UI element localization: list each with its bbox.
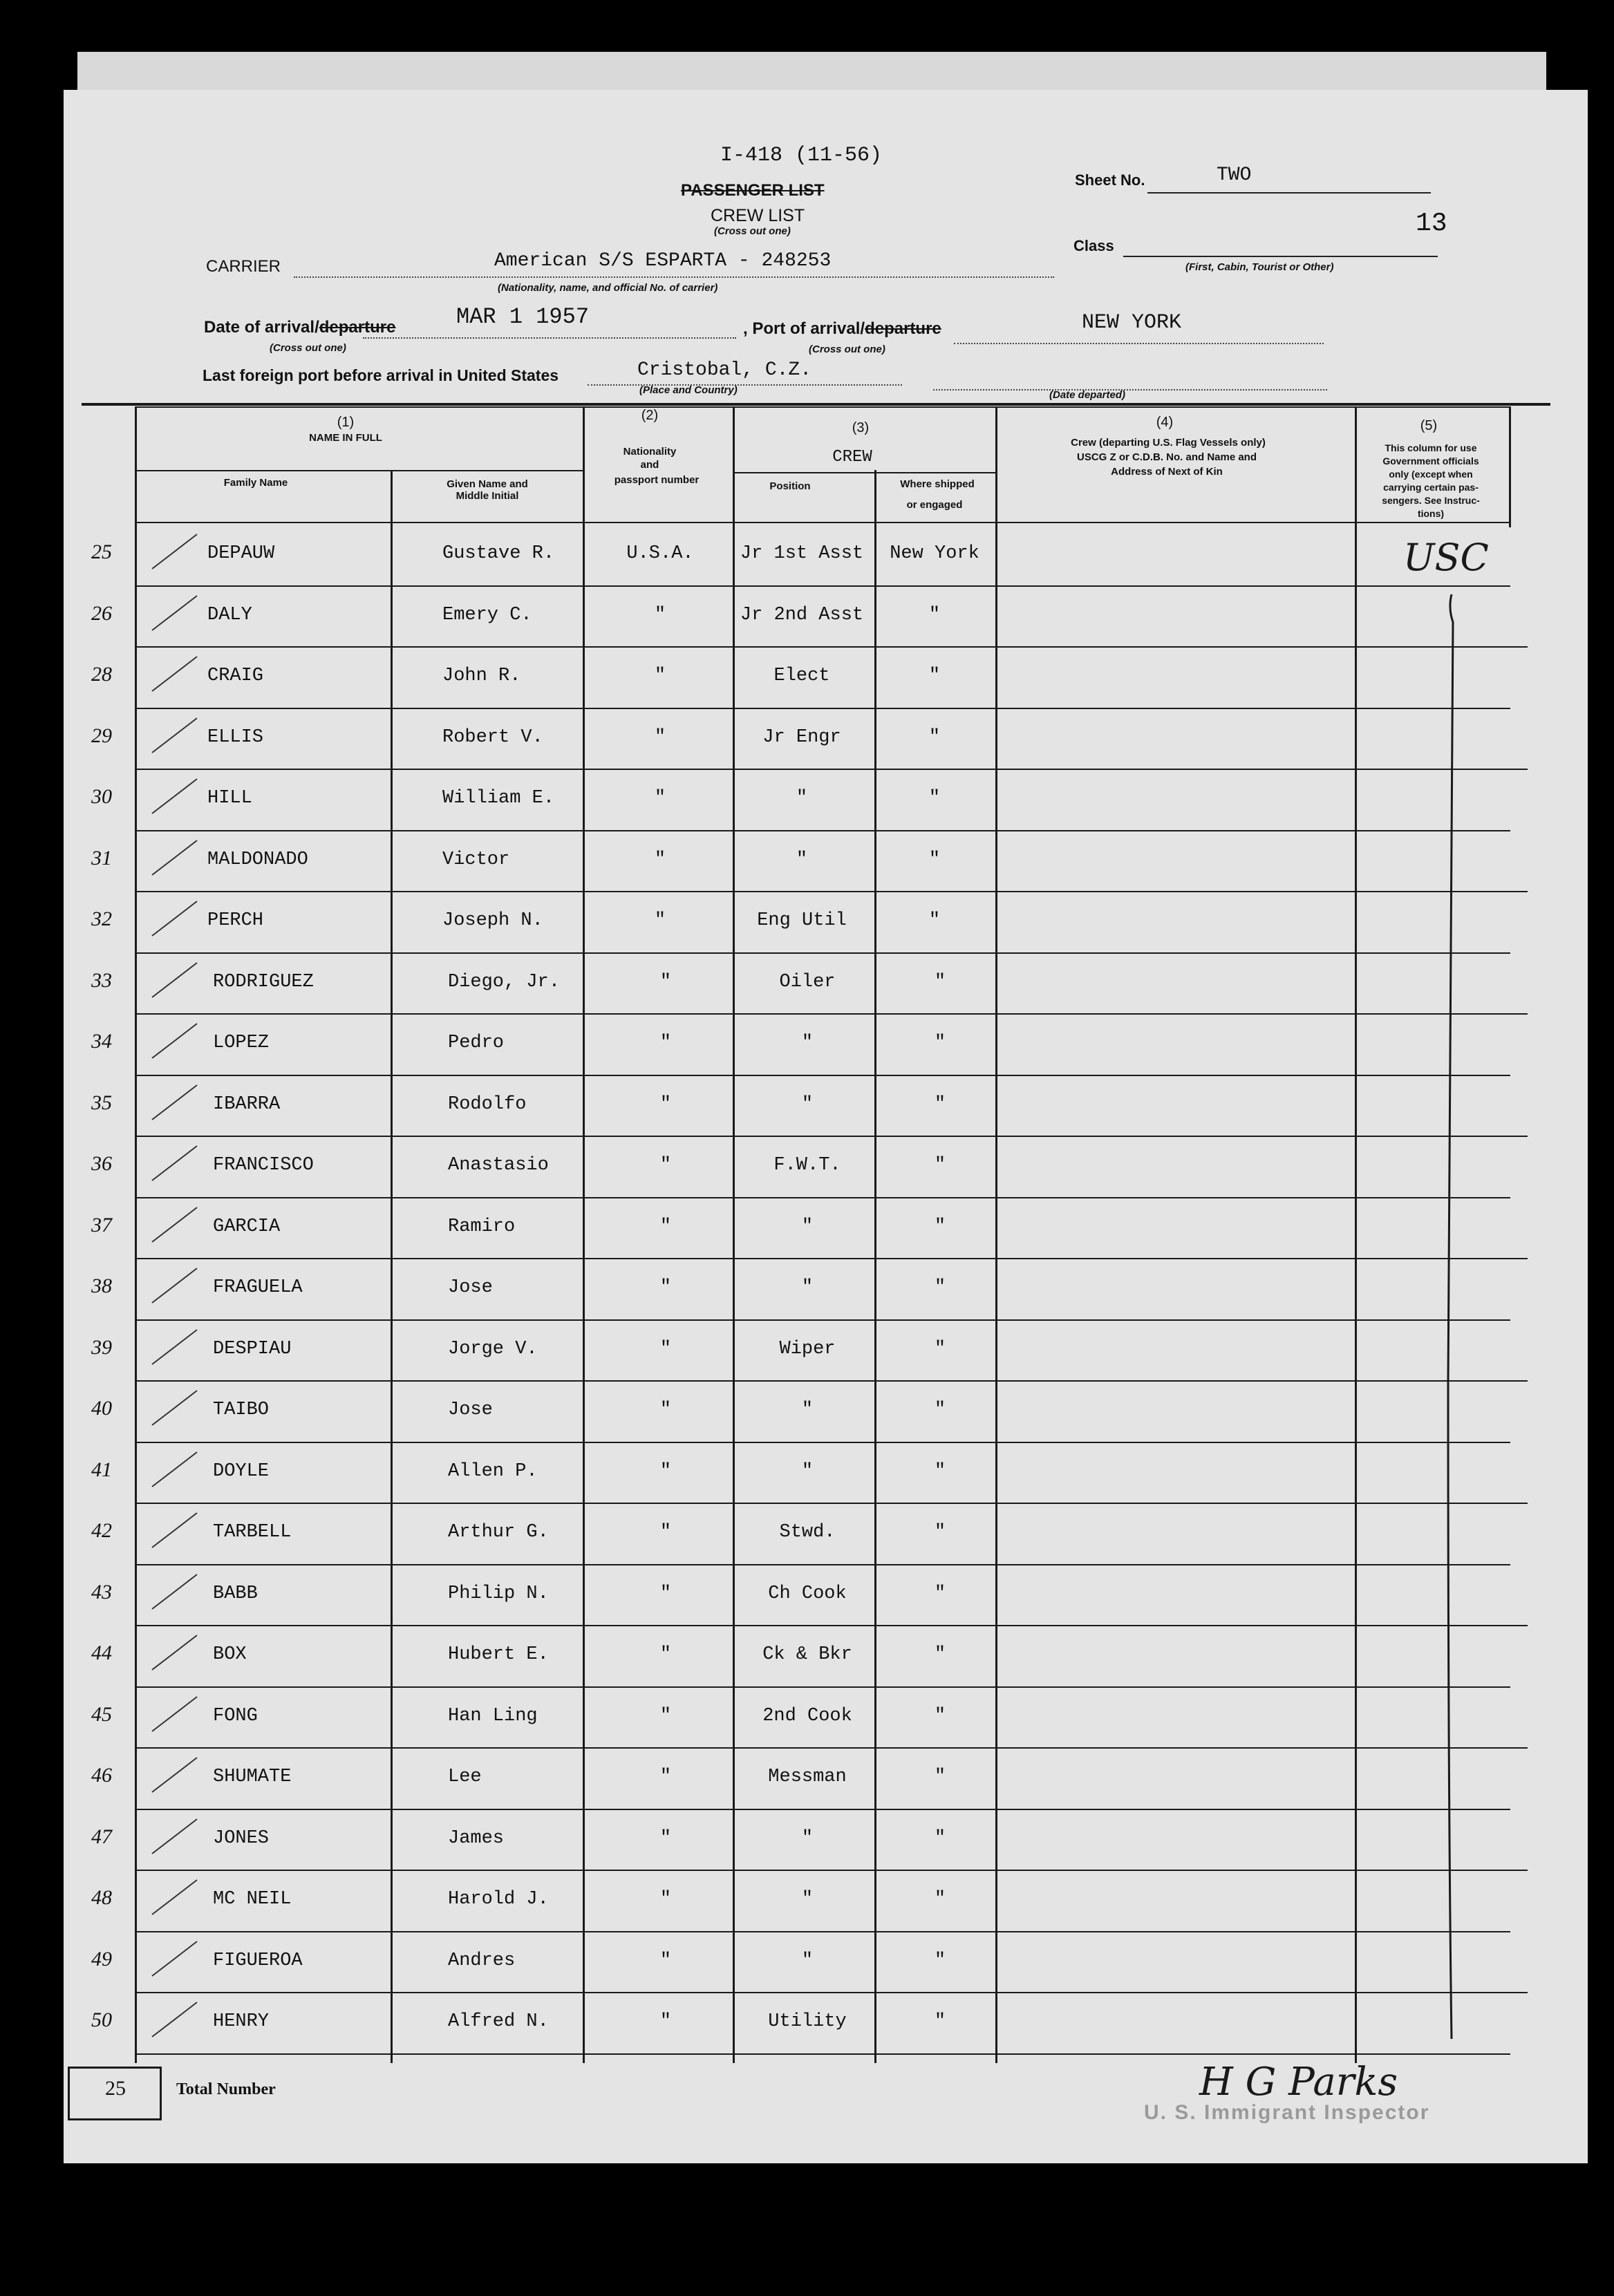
cell-shipped: " xyxy=(928,666,941,686)
cell-nationality: " xyxy=(659,1583,672,1604)
cell-nationality: U.S.A. xyxy=(626,543,694,564)
row-number: 29 xyxy=(91,724,112,747)
col5-line6: tions) xyxy=(1417,508,1445,519)
class-hint: (First, Cabin, Tourist or Other) xyxy=(1185,261,1334,273)
col2-number: (2) xyxy=(641,408,659,423)
col1-number: (1) xyxy=(337,415,355,430)
position-header: Position xyxy=(769,480,811,492)
cell-given: Arthur G. xyxy=(448,1522,549,1543)
row-number: 48 xyxy=(91,1886,112,1909)
cell-position: " xyxy=(801,1216,814,1237)
last-port-hint: (Place and Country) xyxy=(639,384,738,396)
cell-family: PERCH xyxy=(207,910,264,931)
cell-shipped: " xyxy=(934,1767,946,1787)
inspector-signature: H G Parks xyxy=(1199,2060,1398,2105)
cell-position: Elect xyxy=(773,666,830,686)
cell-given: Diego, Jr. xyxy=(448,971,561,992)
cell-given: Han Ling xyxy=(448,1705,538,1726)
cell-nationality: " xyxy=(659,1277,672,1298)
date-departed-hint: (Date departed) xyxy=(1049,389,1126,401)
row-number: 50 xyxy=(91,2008,112,2031)
officer-initials: USC xyxy=(1403,536,1489,579)
cell-family: BOX xyxy=(213,1644,247,1665)
row-number: 25 xyxy=(91,540,112,563)
cell-nationality: " xyxy=(659,1705,672,1726)
row-number: 43 xyxy=(91,1580,112,1603)
cell-nationality: " xyxy=(659,1827,672,1849)
cell-given: Jose xyxy=(448,1277,493,1298)
cell-given: Hubert E. xyxy=(448,1644,549,1665)
last-port-label: Last foreign port before arrival in United States xyxy=(203,366,559,384)
cell-position: Wiper xyxy=(779,1338,836,1359)
cell-family: SHUMATE xyxy=(213,1767,292,1787)
cell-nationality: " xyxy=(654,666,666,686)
cell-nationality: " xyxy=(659,1093,672,1115)
col2-line2: and xyxy=(640,459,659,471)
cell-shipped: " xyxy=(934,1583,946,1604)
port-value: NEW YORK xyxy=(1082,311,1182,335)
row-number: 38 xyxy=(91,1274,112,1297)
col3-number: (3) xyxy=(852,420,870,435)
cell-family: FONG xyxy=(213,1705,258,1726)
given-name-header: Given Name and xyxy=(447,478,528,490)
form-title: CREW LIST xyxy=(711,206,805,225)
row-number: 47 xyxy=(91,1825,112,1848)
col4-number: (4) xyxy=(1156,415,1174,430)
cell-nationality: " xyxy=(654,849,666,870)
row-number: 37 xyxy=(91,1213,112,1236)
cell-family: HENRY xyxy=(213,2011,270,2032)
col5-line5: sengers. See Instruc- xyxy=(1382,495,1480,506)
cell-shipped: " xyxy=(934,1155,946,1176)
cell-family: TARBELL xyxy=(213,1522,292,1543)
col2-line3: passport number xyxy=(614,474,700,486)
col4-line2: USCG Z or C.D.B. No. and Name and xyxy=(1076,451,1257,463)
cell-shipped: " xyxy=(934,1705,946,1726)
row-number: 41 xyxy=(91,1458,112,1481)
row-number: 36 xyxy=(91,1152,112,1175)
cell-shipped: " xyxy=(934,1033,946,1053)
cell-given: Gustave R. xyxy=(442,543,555,564)
given-name-header-2: Middle Initial xyxy=(456,490,519,502)
cell-shipped: " xyxy=(934,2011,946,2032)
cell-shipped: " xyxy=(934,1644,946,1665)
cell-nationality: " xyxy=(659,1889,672,1910)
cell-nationality: " xyxy=(654,910,666,931)
col3-title: CREW xyxy=(832,448,872,467)
cell-shipped: " xyxy=(934,1950,946,1971)
cell-position: Jr Engr xyxy=(762,726,841,748)
cell-given: Lee xyxy=(448,1767,482,1787)
title-hint: (Cross out one) xyxy=(714,225,791,237)
cell-position: Ch Cook xyxy=(768,1583,847,1604)
row-number: 44 xyxy=(91,1641,112,1664)
cell-position: Jr 2nd Asst xyxy=(740,604,864,625)
cell-nationality: " xyxy=(659,1033,672,1053)
cell-nationality: " xyxy=(654,726,666,748)
cell-position: " xyxy=(801,1033,814,1053)
col1-title: NAME IN FULL xyxy=(309,432,382,444)
last-port-value: Cristobal, C.Z. xyxy=(637,359,812,381)
total-value: 25 xyxy=(105,2077,126,2100)
arrival-label: Date of arrival/departure xyxy=(204,318,396,337)
col2-line1: Nationality xyxy=(623,446,677,458)
cell-nationality: " xyxy=(654,788,666,809)
cell-given: Harold J. xyxy=(448,1889,549,1910)
row-number: 40 xyxy=(91,1397,112,1420)
cell-family: DESPIAU xyxy=(213,1338,292,1359)
cell-given: Anastasio xyxy=(448,1155,549,1176)
cell-family: MALDONADO xyxy=(207,849,308,870)
cell-shipped: " xyxy=(934,1216,946,1237)
cell-family: BABB xyxy=(213,1583,258,1604)
cell-shipped: " xyxy=(934,1093,946,1115)
cell-family: HILL xyxy=(207,788,252,809)
column5-vertical-line xyxy=(1448,594,1453,2039)
sheet-value: TWO xyxy=(1217,164,1252,186)
carrier-label: CARRIER xyxy=(206,257,281,276)
cell-position: F.W.T. xyxy=(773,1155,841,1176)
total-label: Total Number xyxy=(176,2080,276,2098)
cell-shipped: " xyxy=(928,726,941,748)
cell-family: FRAGUELA xyxy=(213,1277,303,1298)
cell-shipped: " xyxy=(928,849,941,870)
cell-nationality: " xyxy=(659,1644,672,1665)
cell-family: TAIBO xyxy=(213,1400,270,1420)
row-number: 33 xyxy=(91,968,112,992)
col5-line1: This column for use xyxy=(1385,442,1477,453)
arrival-value: MAR 1 1957 xyxy=(456,304,590,330)
cell-shipped: " xyxy=(934,1827,946,1849)
row-number: 42 xyxy=(91,1519,112,1542)
col4-line1: Crew (departing U.S. Flag Vessels only) xyxy=(1071,437,1266,449)
class-label: Class xyxy=(1073,237,1114,254)
page-number: 13 xyxy=(1416,209,1447,238)
cell-shipped: " xyxy=(934,1889,946,1910)
cell-nationality: " xyxy=(659,1950,672,1971)
cell-nationality: " xyxy=(659,1767,672,1787)
cell-given: James xyxy=(448,1827,505,1849)
cell-position: Eng Util xyxy=(757,910,847,931)
cell-position: " xyxy=(801,1460,814,1482)
cell-family: DALY xyxy=(207,604,252,625)
carrier-value: American S/S ESPARTA - 248253 xyxy=(494,250,832,272)
row-number: 34 xyxy=(91,1030,112,1053)
cell-position: " xyxy=(796,788,808,809)
cell-nationality: " xyxy=(659,1522,672,1543)
cell-given: Pedro xyxy=(448,1033,505,1053)
cell-given: Jose xyxy=(448,1400,493,1420)
cell-given: Emery C. xyxy=(442,604,532,625)
cell-nationality: " xyxy=(659,1338,672,1359)
cell-given: Alfred N. xyxy=(448,2011,549,2032)
row-number: 26 xyxy=(91,601,112,625)
cell-given: John R. xyxy=(442,666,521,686)
cell-given: Victor xyxy=(442,849,510,870)
cell-position: " xyxy=(801,1093,814,1115)
struck-title: PASSENGER LIST xyxy=(681,181,825,200)
cell-shipped: " xyxy=(934,1400,946,1420)
cell-family: GARCIA xyxy=(213,1216,281,1237)
cell-family: IBARRA xyxy=(213,1093,281,1115)
inspector-stamp: U. S. Immigrant Inspector xyxy=(1144,2101,1430,2124)
row-number: 31 xyxy=(91,846,112,869)
cell-nationality: " xyxy=(654,604,666,625)
cell-nationality: " xyxy=(659,971,672,992)
where-shipped-header-2: or engaged xyxy=(906,499,963,511)
cell-position: " xyxy=(801,1400,814,1420)
cell-shipped: " xyxy=(928,910,941,931)
col5-line2: Government officials xyxy=(1382,455,1479,467)
row-number: 28 xyxy=(91,663,112,686)
cell-shipped: " xyxy=(934,1522,946,1543)
carrier-hint: (Nationality, name, and official No. of carrier) xyxy=(498,282,718,294)
form-number: I-418 (11-56) xyxy=(720,144,883,167)
cell-shipped: " xyxy=(934,1338,946,1359)
col5-line4: carrying certain pas- xyxy=(1383,482,1479,493)
cell-nationality: " xyxy=(659,1460,672,1482)
row-number: 32 xyxy=(91,907,112,930)
cell-family: FIGUEROA xyxy=(213,1950,303,1971)
cell-given: Joseph N. xyxy=(442,910,543,931)
row-number: 30 xyxy=(91,785,112,808)
cell-position: 2nd Cook xyxy=(762,1705,852,1726)
cell-shipped: " xyxy=(934,1460,946,1482)
sheet-label: Sheet No. xyxy=(1075,171,1145,189)
cell-given: Philip N. xyxy=(448,1583,549,1604)
row-number: 35 xyxy=(91,1091,112,1114)
cell-nationality: " xyxy=(659,1216,672,1237)
cell-family: FRANCISCO xyxy=(213,1155,314,1176)
cell-given: Robert V. xyxy=(442,726,543,748)
cell-position: " xyxy=(801,1950,814,1971)
family-name-header: Family Name xyxy=(223,477,288,489)
cell-position: Ck & Bkr xyxy=(762,1644,852,1665)
cell-nationality: " xyxy=(659,1155,672,1176)
cell-family: ELLIS xyxy=(207,726,264,748)
cell-position: " xyxy=(801,1277,814,1298)
row-number: 39 xyxy=(91,1335,112,1359)
cell-given: Andres xyxy=(448,1950,516,1971)
cell-position: " xyxy=(801,1827,814,1849)
cell-given: Jorge V. xyxy=(448,1338,538,1359)
port-hint: (Cross out one) xyxy=(809,344,885,355)
cell-shipped: " xyxy=(934,1277,946,1298)
where-shipped-header: Where shipped xyxy=(900,478,975,490)
cell-family: LOPEZ xyxy=(213,1033,270,1053)
row-number: 49 xyxy=(91,1947,112,1970)
cell-position: Oiler xyxy=(779,971,836,992)
cell-family: MC NEIL xyxy=(213,1889,292,1910)
cell-family: RODRIGUEZ xyxy=(213,971,314,992)
cell-nationality: " xyxy=(659,1400,672,1420)
col5-line3: only (except when xyxy=(1389,469,1473,480)
cell-family: CRAIG xyxy=(207,666,264,686)
port-label: , Port of arrival/departure xyxy=(743,319,941,338)
cell-shipped: " xyxy=(928,788,941,809)
cell-position: Stwd. xyxy=(779,1522,836,1543)
cell-shipped: " xyxy=(928,604,941,625)
cell-nationality: " xyxy=(659,2011,672,2032)
cell-given: Rodolfo xyxy=(448,1093,527,1115)
cell-family: JONES xyxy=(213,1827,270,1849)
cell-given: Ramiro xyxy=(448,1216,516,1237)
arrival-hint: (Cross out one) xyxy=(270,342,346,354)
cell-shipped: New York xyxy=(890,543,979,564)
cell-shipped: " xyxy=(934,971,946,992)
cell-position: Jr 1st Asst xyxy=(740,543,864,564)
col5-number: (5) xyxy=(1420,418,1438,433)
cell-position: Messman xyxy=(768,1767,847,1787)
cell-family: DOYLE xyxy=(213,1460,270,1482)
row-number: 45 xyxy=(91,1702,112,1726)
col4-line3: Address of Next of Kin xyxy=(1111,466,1223,478)
cell-position: " xyxy=(801,1889,814,1910)
row-number: 46 xyxy=(91,1764,112,1787)
cell-position: Utility xyxy=(768,2011,847,2032)
cell-given: William E. xyxy=(442,788,555,809)
cell-given: Allen P. xyxy=(448,1460,538,1482)
cell-position: " xyxy=(796,849,808,870)
cell-family: DEPAUW xyxy=(207,543,275,564)
